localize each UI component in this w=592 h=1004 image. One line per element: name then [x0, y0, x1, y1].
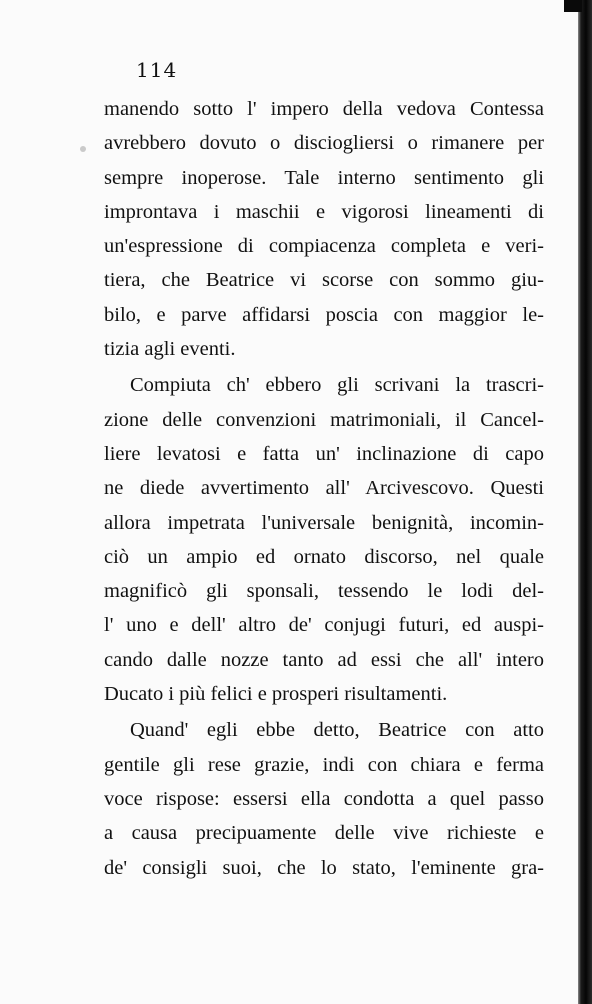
text-line: zione delle convenzioni matrimoniali, il Cancel- [104, 408, 544, 431]
text-line: l' uno e dell' altro de' conjugi futuri, ed auspi- [104, 614, 544, 637]
page-number: 114 [136, 58, 178, 82]
text-line: bilo, e parve affidarsi poscia con maggior le- [104, 303, 544, 326]
text-line: ciò un ampio ed ornato discorso, nel quale [104, 545, 544, 568]
page-corner-shadow [564, 0, 582, 12]
text-line: improntava i maschii e vigorosi lineamenti di [104, 200, 544, 223]
ink-smudge [80, 146, 86, 152]
text-line: Compiuta ch' ebbero gli scrivani la trascri- [130, 374, 544, 397]
text-line: cando dalle nozze tanto ad essi che all' intero [104, 648, 544, 671]
text-line: tizia agli eventi. [104, 338, 236, 361]
page-binding-edge [578, 0, 592, 1004]
text-line: voce rispose: essersi ella condotta a quel passo [104, 787, 544, 810]
text-line: gentile gli rese grazie, indi con chiara e ferma [104, 753, 544, 776]
text-line: avrebbero dovuto o disciogliersi o rimanere per [104, 132, 544, 155]
text-line: liere levatosi e fatta un' inclinazione di capo [104, 442, 544, 465]
text-line: magnificò gli sponsali, tessendo le lodi del- [104, 580, 544, 603]
text-line: de' consigli suoi, che lo stato, l'eminente gra- [104, 856, 544, 879]
text-line: Quand' egli ebbe detto, Beatrice con atto [130, 719, 544, 742]
text-line: allora impetrata l'universale benignità, incomin- [104, 511, 544, 534]
text-line: manendo sotto l' impero della vedova Contessa [104, 98, 544, 120]
text-line: a causa precipuamente delle vive richieste e [104, 822, 544, 845]
text-line: tiera, che Beatrice vi scorse con sommo giu- [104, 269, 544, 292]
text-line: sempre inoperose. Tale interno sentimento gli [104, 166, 544, 189]
text-line: un'espressione di compiacenza completa e veri- [104, 235, 544, 258]
body-text [104, 92, 544, 885]
text-line: ne diede avvertimento all' Arcivescovo. Questi [104, 477, 544, 500]
text-line: Ducato i più felici e prosperi risultamenti. [104, 683, 448, 706]
